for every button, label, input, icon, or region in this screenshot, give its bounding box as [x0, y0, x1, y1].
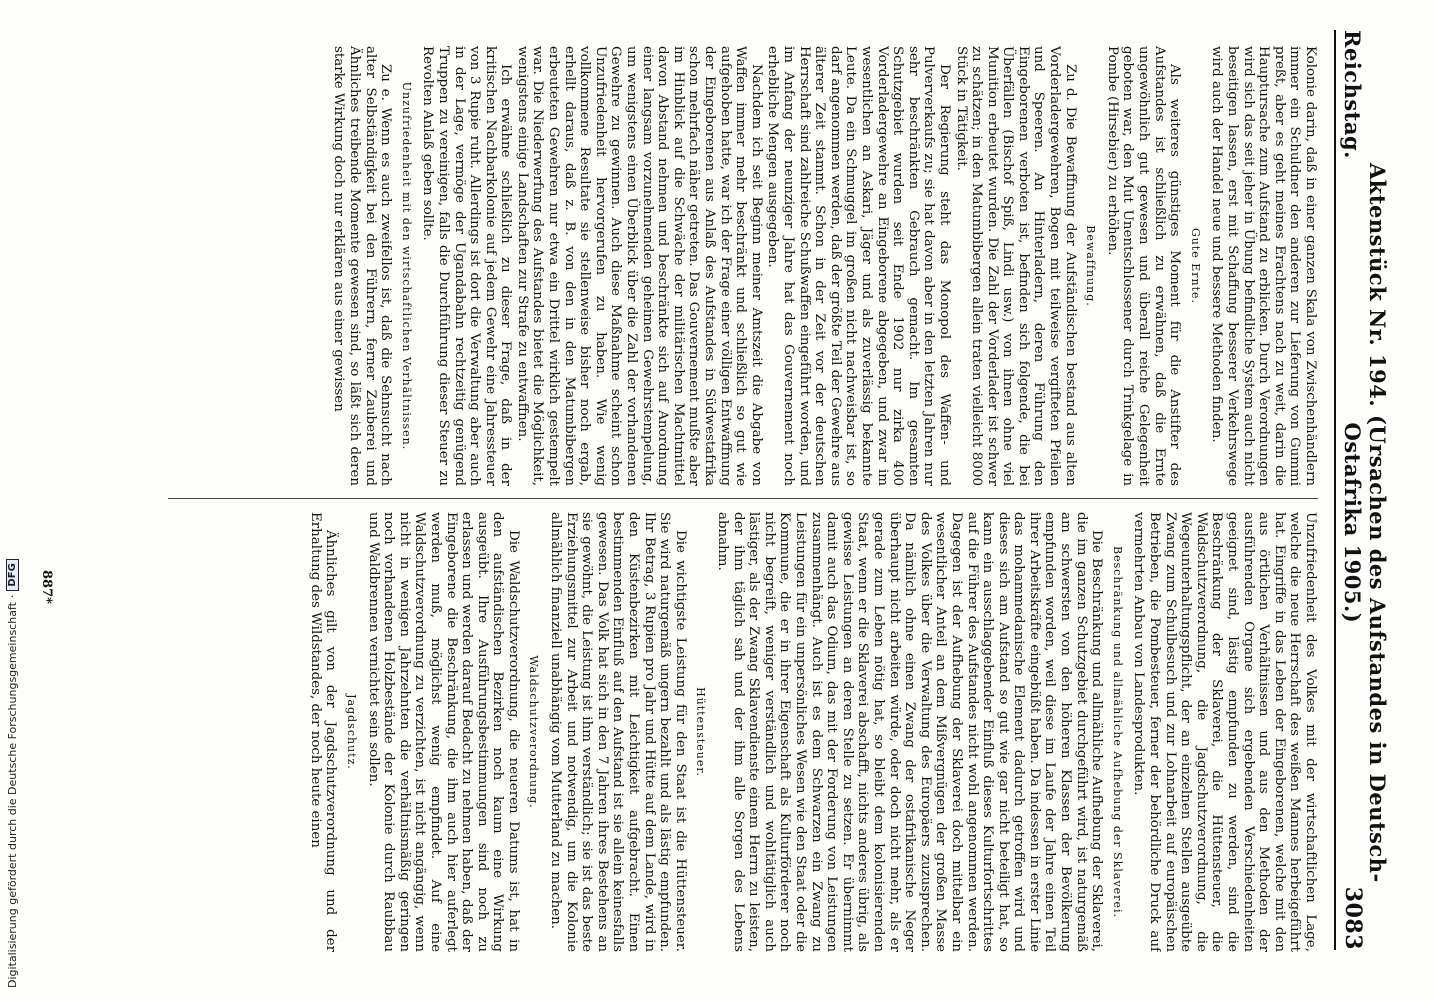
header-title: Aktenstück Nr. 194. (Ursachen des Aufstandes in Deutsch-Ostafrika 1905.) [1340, 162, 1390, 883]
right-subheading-hut-tax: Hüttensteuer. [694, 687, 708, 777]
right-subheading-slavery: Beschränkung und allmähliche Aufhebung der Sklaverei. [1110, 546, 1124, 918]
digitization-credit: Digitalisierung gefördert durch die Deutsche Forschungsgemeinschaft · DFG [0, 0, 24, 1000]
left-paragraph-3: Zu d. Die Bewaffnung der Aufständischen bestand aus alten Vorderladergewehren, Bogen mit teilweise vergifteten Pfeilen und Speeren. An Hinterladern, deren Führung den Eingeborenen verboten ist, befinden sich folgende, die bei Überfällen (Bischof Spiß, Lindi usw.) von ihnen ohne viel Munition erbeutet wurden. Die Zahl der Vorderlader ist schwer zu schätzen; in den Matumbibergen allein traten vielleicht 8000 Stück in Tätigkeit. [953, 46, 1078, 486]
left-paragraph-4: Der Regierung steht das Monopol des Waffen- und Pulververkaufs zu; sie hat davon aber in den letzten Jahren nur sehr beschränkten Gebrauch gemacht. Im gesamten Schutzgebiet wurden seit Ende 1902 nur zirka 400 Vorderladergewehre an Eingeborene abgegeben, und zwar im wesentlichen an Askari, Jäger und als zuverlässig bekannte Leute. Da ein Schmuggel im großen nicht nachweisbar ist, so darf angenommen werden, daß der größte Teil der Gewehre aus älterer Zeit stammt. Schon in der Zeit vor der deutschen Herrschaft sind zahlreiche Schußwaffen eingeführt worden, und im Anfang der neunziger Jahre hat das Gouvernement noch erhebliche Mengen ausgegeben. [765, 46, 952, 486]
right-paragraph-1: Unzufriedenheit des Volkes mit der wirtschaftlichen Lage, welche die neue Herrschaft des weißen Mannes herbeigeführt hat. Eingriffe in das Leben der Eingeborenen, welche mit den aus örtlichen Verhältnissen und aus den Methoden der ausführenden Organe sich ergebenden Verschiedenheiten geeignet sind, lästig empfunden zu werden, sind die Beschränkung der Sklaverei, die Hüttensteuer, die Waldschutzverordnung, die Jagdschutzverordnung, die Wegeunterhaltungspflicht, der an einzelnen Stellen ausgeübte Zwang zum Schulbesuch und zur Lohnarbeit auf europäischen Betrieben, die Pombesteuer, ferner der behördliche Druck auf vermehrten Anbau von Landesprodukten. [1131, 512, 1318, 952]
right-column [28, 512, 1318, 952]
left-paragraph-6: Ich erwähne schließlich zu dieser Frage, daß in der kritischen Nachbarkolonie auf jedem Gewehr eine Jahressteuer von 3 Rupie ruht. Allerdings ist dort die Verwaltung aber auch in der Lage, vermöge der Ugandabahn rechtzeitig genügend Truppen zu vereinigen, falls die Durchführung dieser Steuer zu Revolten Anlaß geben sollte. [420, 46, 514, 486]
left-subheading-armament: Bewaffnung. [1084, 225, 1098, 307]
column-divider [168, 498, 1318, 499]
left-paragraph-5: Nachdem ich seit Beginn meiner Amtszeit die Abgabe von Waffen immer mehr beschränkt und schließlich so gut wie aufgehoben hatte, war ich der Frage einer völligen Entwaffnung der Eingeborenen aus Anlaß des Aufstandes in Südwestafrika schon mehrfach näher getreten. Das Gouvernement mußte aber im Hinblick auf die Schwäche der militärischen Machtmittel davon Abstand nehmen und beschränkte sich auf Anordnung einer langsam vorzunehmenden geheimen Gewehrstempelung, um wenigstens einen Überblick über die Zahl der vorhandenen Gewehre zu gewinnen. Auch diese Maßnahme scheint schon Unzufriedenheit hervorgerufen zu haben. Wie wenig vollkommene Resultate sie stellenweise bisher noch ergab, erhellt daraus, daß z. B. von den in den Matumbibergen erbeuteten Gewehren nur etwa ein Drittel wirklich gestempelt war. Die Niederwerfung des Aufstandes bietet die Möglichkeit, wenigstens einige Landschaften zur Strafe zu entwaffnen. [514, 46, 764, 486]
right-paragraph-2: Die Beschränkung und allmähliche Aufhebung der Sklaverei, die im ganzen Schutzgebiet durchgeführt wird, ist naturgemäß am schwersten von den höheren Klassen der Bevölkerung empfunden worden, weil diese im Laufe der Jahre einen Teil ihrer Arbeitskräfte eingebüßt haben. Da indessen in erster Linie das mohammedanische Element dadurch getroffen wird und dieses sich am Aufstand so gut wie gar nicht beteiligt hat, so kann ein ausschlaggebender Einfluß dieses Kulturfortschrittes auf die Führer des Aufstandes nicht wohl angenommen werden. Dagegen ist der Aufhebung der Sklaverei doch mittelbar ein wesentlicher Anteil an dem Mißvergnügen der großen Masse des Volkes über die Verwaltung des Europäers zuzusprechen. Da nämlich ohne einen Zwang der ostafrikanische Neger überhaupt nicht arbeiten würde, oder doch nicht mehr, als er gerade zum Leben nötig hat, so bleibt dem kolonisierenden Staat, wenn er die Sklaverei abschafft, nichts anderes übrig, als gewisse Leistungen an deren Stelle zu setzen. Er übernimmt damit auch das Odium, das mit der Forderung von Leistungen zusammenhängt. Auch ist es dem Schwarzen ein Zwang zu Leistungen für ein unpersönliches Wesen wie den Staat oder die Kommune, die er in ihrer Eigenschaft als Kulturförderer noch nicht begreift, weniger verständlich und wohltätiglich auch lästiger, als der Zwang Sklavendienste einem Herrn zu leisten, der ihm täglich sah und der ihm alle Sorgen des Lebens abnahm. [715, 512, 1105, 952]
right-subheading-forest-protection: Waldschutzverordnung. [527, 655, 541, 809]
left-subheading-good-harvest: Gute Ernte. [1188, 227, 1202, 305]
right-paragraph-4: Die Waldschutzverordnung, die neueren Datums ist, hat in den aufständischen Bezirken noch kaum eine Wirkung ausgeübt. Ihre Ausführungsbestimmungen sind noch zu erlassen und werden darauf Bedacht zu nehmen haben, daß der Eingeborene die Beschränkung, die ihm auch hier auferlegt werden muß, möglichst wenig empfindet. Auf eine Waldschutzverordnung zu verzichten, ist nicht angängig, wenn nicht in wenigen Jahrzehnten die verhältnismäßig geringen noch vorhandenen Holzbestände der Kolonie durch Raubbau und Waldbrennen vernichtet sein sollen. [365, 512, 521, 952]
sheet-number: 887* [39, 570, 54, 604]
header-chamber: Reichstag. [1340, 30, 1365, 159]
dfg-logo-icon: DFG [6, 559, 19, 590]
left-column [28, 46, 1318, 486]
page-header [1334, 30, 1390, 950]
right-subheading-game-protection: Jagdschutz. [344, 694, 358, 770]
right-paragraph-3: Die wichtigste Leistung für den Staat ist die Hüttensteuer. Sie wird naturgemäß ungern bezahlt und als lästig empfunden. Ihr Betrag, 3 Rupien pro Jahr und Hütte auf dem Lande, wird in den Küstenbezirken mit Leichtigkeit aufgebracht. Einen bestimmenden Einfluß auf den Aufstand ist sie allein keinesfalls gewesen. Das Volk hat sich in den 7 Jahren ihres Bestehens an sie gewöhnt, die Leistung ist ihm verständlich; sie ist das beste Erziehungsmittel zur Arbeit und notwendig, um die Kolonie allmählich finanziell unabhängig vom Mutterland zu machen. [548, 512, 688, 952]
credit-text: Digitalisierung gefördert durch die Deutsche Forschungsgemeinschaft [5, 602, 19, 988]
header-page-number: 3083 [1340, 886, 1366, 950]
left-paragraph-2: Als weiteres günstiges Moment für die Anstifter des Aufstandes ist schließlich zu erwähnen, daß die Ernte ungewöhnlich gut gewesen und überall reiche Gelegenheit geboten war, den Mut Unentschlossener durch Trinkgelage in Pombe (Hirsebier) zu erhöhen. [1104, 46, 1183, 486]
right-paragraph-5: Ähnliches gilt von der Jagdschutzverordnung und der Erhaltung des Wildstandes, der noch heute einen [307, 512, 339, 952]
left-paragraph-7: Zu e. Wenn es auch zweifellos ist, daß die Sehnsucht nach alter Selbständigkeit bei den Führern, ferner Zauberei und Ähnliches treibende Momente gewesen sind, so läßt sich deren starke Wirkung doch nur erklären aus einer gewissen [331, 46, 394, 486]
left-paragraph-1: Kolonie darin, daß in einer ganzen Skala von Zwischenhändlern immer ein Schuldner den anderen zur Lieferung von Gummi preßt, aber es geht meines Erachtens nach zu weit, darin die Hauptursache zum Aufstand zu erblicken. Durch Verordnungen wird sich das seit jeher in Übung befindliche System auch nicht beseitigen lassen, erst mit Schaffung besserer Verkehrswege wird auch der Handel neue und bessere Methoden finden. [1209, 46, 1318, 486]
left-subheading-discontent: Unzufriedenheit mit den wirtschaftlichen Verhältnissen. [399, 81, 413, 451]
